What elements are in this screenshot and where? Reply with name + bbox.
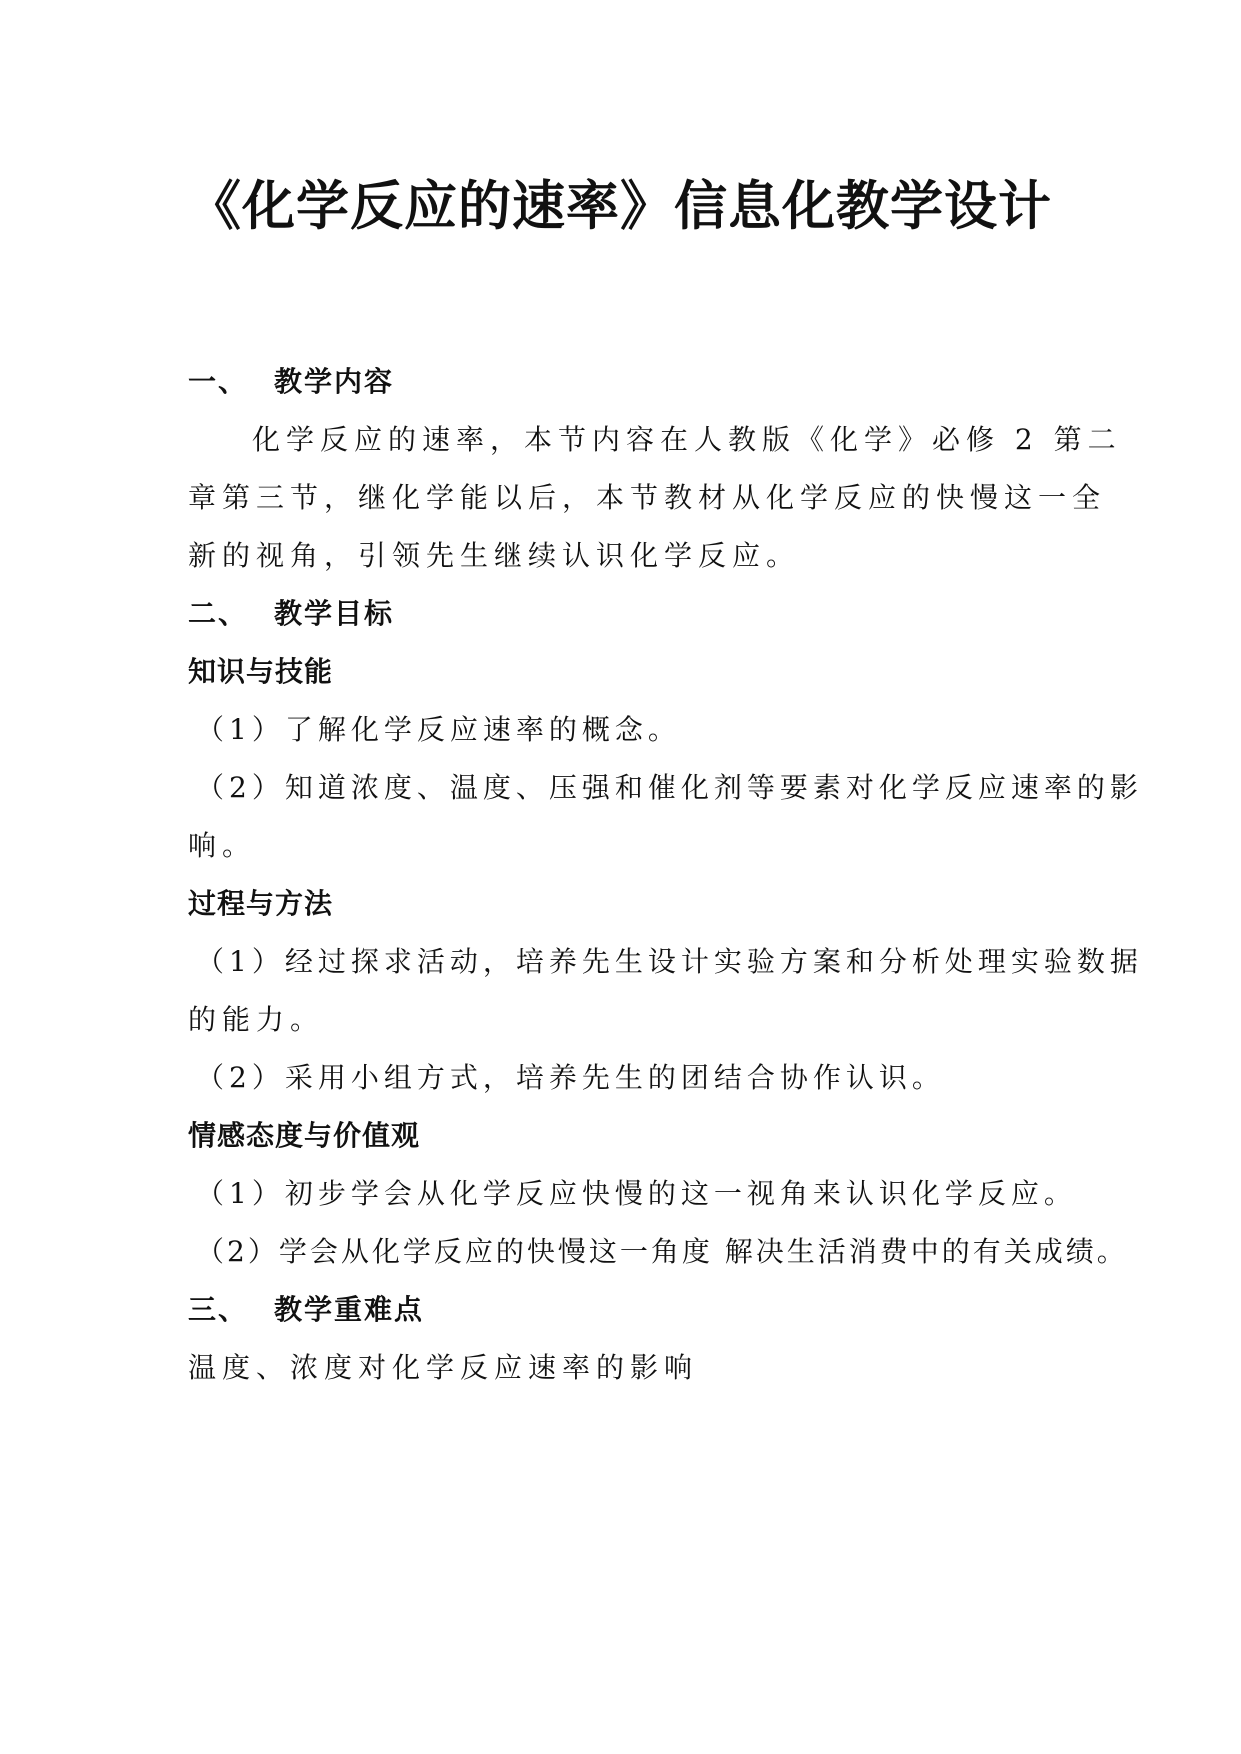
section-heading-key-points xyxy=(188,1290,424,1330)
subheading-process-methods: 过程与方法 xyxy=(188,887,334,920)
section-heading-content xyxy=(188,362,394,402)
section-heading-objectives xyxy=(188,594,394,634)
section-number: 三、 xyxy=(188,1293,249,1326)
section-title: 教学目标 xyxy=(274,597,395,630)
objective-line: 响。 xyxy=(188,829,257,862)
objective-line: （1）初步学会从化学反应快慢的这一视角来认识化学反应。 xyxy=(196,1177,1077,1210)
paragraph-line: 化学反应的速率，本节内容在人教版《化学》必修 2 第二 xyxy=(252,423,1122,456)
paragraph-line: 新的视角，引领先生继续认识化学反应。 xyxy=(188,539,801,572)
objective-line: （2）学会从化学反应的快慢这一角度 解决生活消费中的有关成绩。 xyxy=(196,1235,1128,1268)
objective-line: （1）经过探求活动，培养先生设计实验方案和分析处理实验数据 xyxy=(196,945,1143,978)
paragraph-line: 温度、浓度对化学反应速率的影响 xyxy=(188,1351,699,1384)
subheading-emotions-values: 情感态度与价值观 xyxy=(188,1119,421,1152)
document-title: 《化学反应的速率》信息化教学设计 xyxy=(188,176,1052,237)
section-number: 一、 xyxy=(188,365,249,398)
paragraph-line: 章第三节，继化学能以后，本节教材从化学反应的快慢这一全 xyxy=(188,481,1107,514)
objective-line: （2）采用小组方式，培养先生的团结合协作认识。 xyxy=(196,1061,945,1094)
objective-line: （1）了解化学反应速率的概念。 xyxy=(196,713,681,746)
objective-line: 的能力。 xyxy=(188,1003,325,1036)
section-title: 教学重难点 xyxy=(274,1293,425,1326)
subheading-knowledge-skills: 知识与技能 xyxy=(188,655,334,688)
objective-line: （2）知道浓度、温度、压强和催化剂等要素对化学反应速率的影 xyxy=(196,771,1143,804)
section-number: 二、 xyxy=(188,597,249,630)
section-title: 教学内容 xyxy=(274,365,395,398)
